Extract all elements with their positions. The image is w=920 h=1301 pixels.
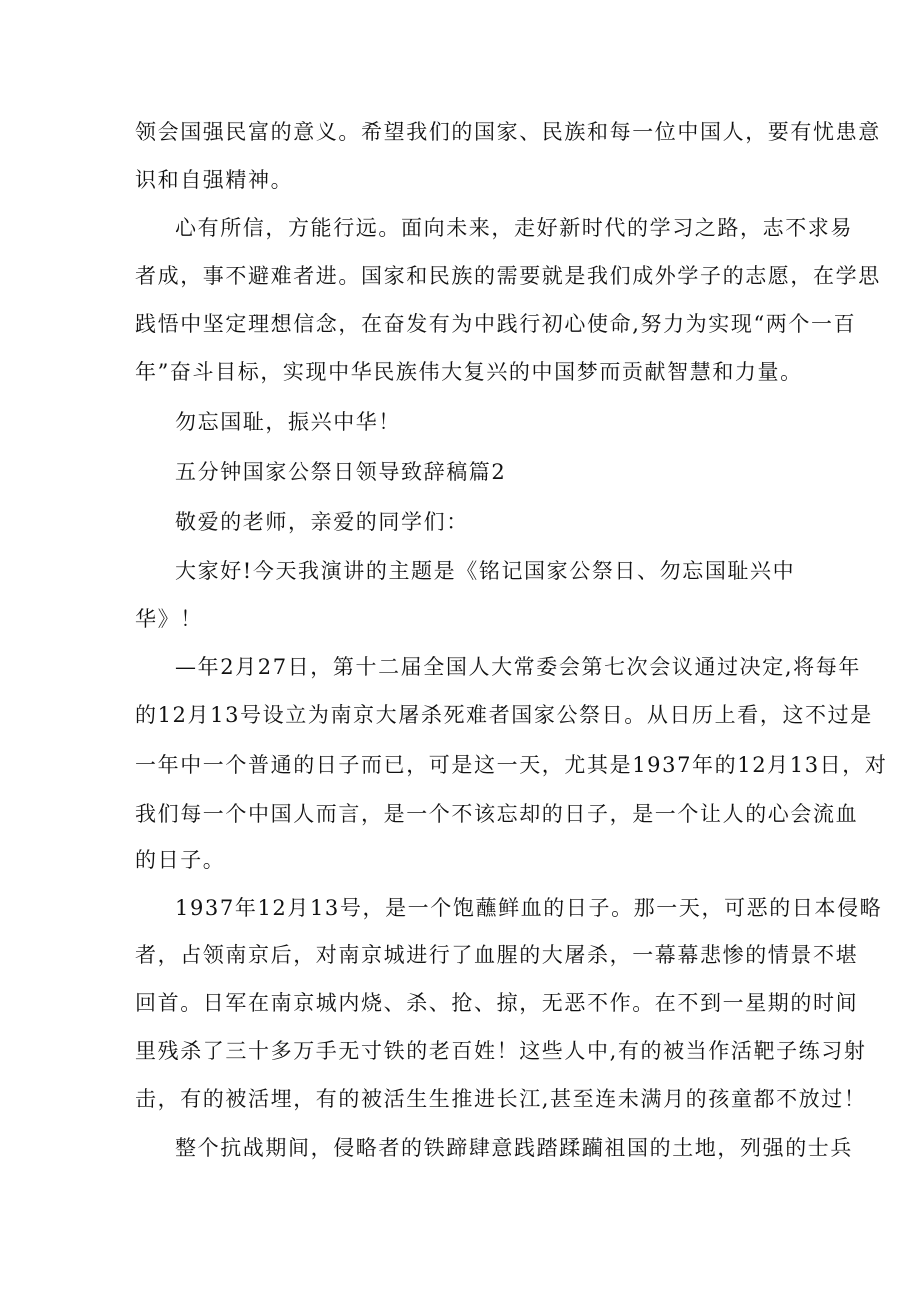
text-line: 识和自强精神。 <box>135 168 294 192</box>
text-line: 年”奋斗目标，实现中华民族伟大复兴的中国梦而贡献智慧和力量。 <box>135 360 803 384</box>
text-line: 者，占领南京后，对南京城进行了血腥的大屠杀，一幕幕悲惨的情景不堪 <box>135 943 859 967</box>
text-line: 勿忘国耻，振兴中华！ <box>175 410 401 434</box>
text-line: 整个抗战期间，侵略者的铁蹄肆意践踏蹂躏祖国的土地，列强的士兵 <box>175 1136 853 1160</box>
text-line: 心有所信，方能行远。面向未来，走好新时代的学习之路，志不求易 <box>175 216 853 240</box>
text-line: 1937年12月13号，是一个饱蘸鲜血的日子。那一天，可恶的日本侵略 <box>175 896 883 920</box>
text-line: 击，有的被活埋，有的被活生生推进长江,甚至连未满月的孩童都不放过！ <box>135 1087 867 1111</box>
text-line: 华》！ <box>135 607 203 631</box>
text-line: 的日子。 <box>135 848 226 872</box>
text-line: 者成，事不避难者进。国家和民族的需要就是我们成外学子的志愿，在学思 <box>135 264 881 288</box>
text-line: 的12月13号设立为南京大屠杀死难者国家公祭日。从日历上看，这不过是 <box>135 703 873 727</box>
text-line: 大家好!今天我演讲的主题是《铭记国家公祭日、勿忘国耻兴中 <box>175 559 796 583</box>
text-line: 回首。日军在南京城内烧、杀、抢、掠，无恶不作。在不到一星期的时间 <box>135 991 859 1015</box>
text-line: —年2月27日，第十二届全国人大常委会第七次会议通过决定,将每年 <box>175 655 861 679</box>
text-line: 我们每一个中国人而言，是一个不该忘却的日子，是一个让人的心会流血 <box>135 802 859 826</box>
text-line: 领会国强民富的意义。希望我们的国家、民族和每一位中国人，要有忧患意 <box>135 120 881 144</box>
text-line: 里残杀了三十多万手无寸铁的老百姓！这些人中,有的被当作活靶子练习射 <box>135 1039 867 1063</box>
text-line: 一年中一个普通的日子而已，可是这一天，尤其是1937年的12月13日，对 <box>135 753 888 777</box>
text-line: 践悟中坚定理想信念，在奋发有为中践行初心使命,努力为实现“两个一百 <box>135 312 857 336</box>
salutation: 敬爱的老师，亲爱的同学们： <box>175 510 469 534</box>
section-heading: 五分钟国家公祭日领导致辞稿篇2 <box>175 460 507 484</box>
